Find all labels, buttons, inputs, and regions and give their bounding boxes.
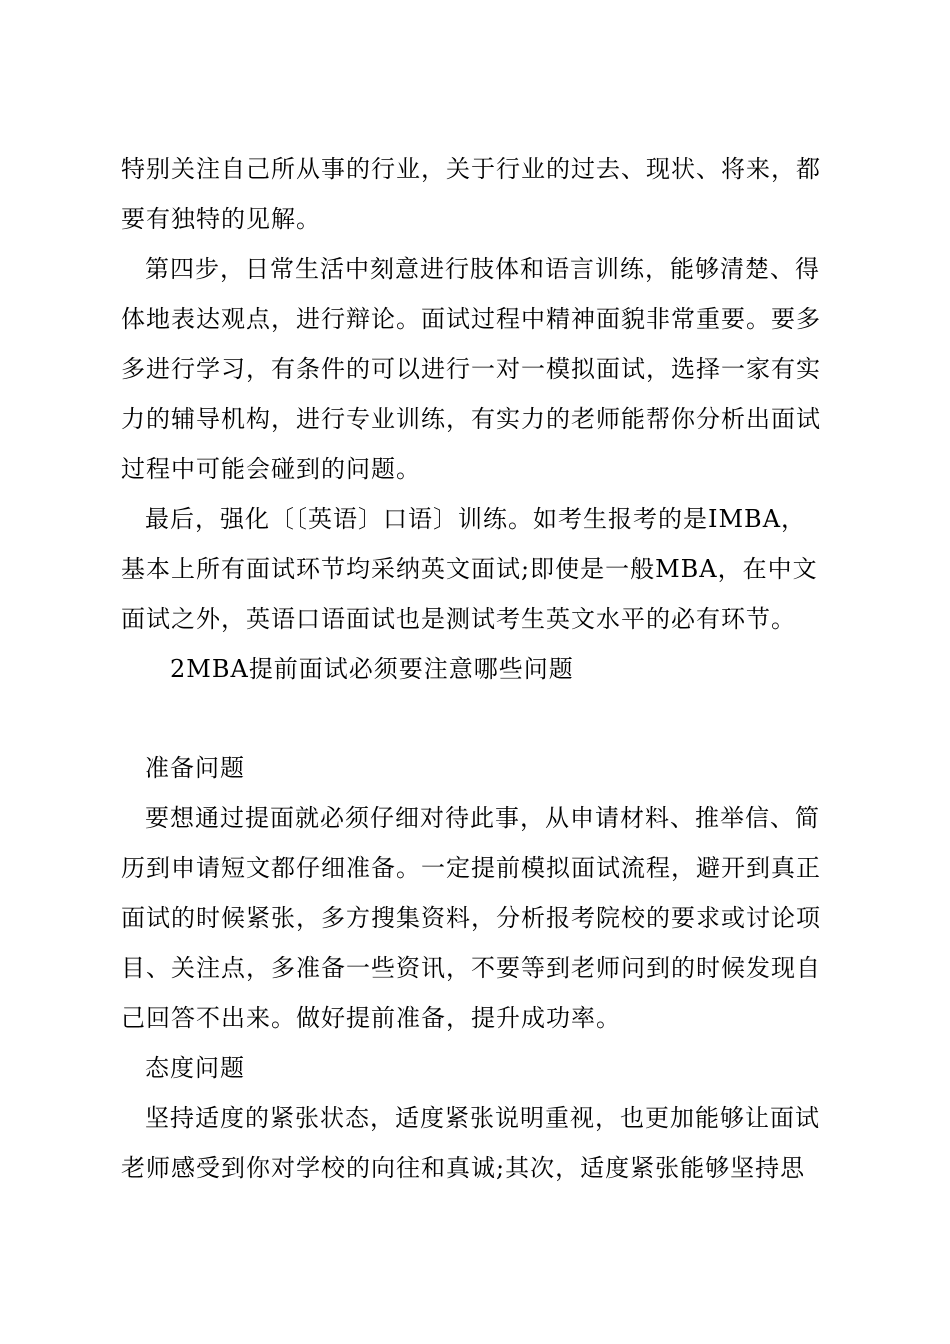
paragraph-line: 最后，强化〔〔英语〕口语〕训练。如考生报考的是IMBA， [145,505,807,533]
section-heading: 2MBA提前面试必须要注意哪些问题 [170,655,574,683]
paragraph-line: 己回答不出来。做好提前准备，提升成功率。 [121,1004,621,1032]
paragraph-line: 面试之外，英语口语面试也是测试考生英文水平的必有环节。 [121,605,796,633]
subheading: 准备问题 [145,754,245,782]
paragraph-line: 体地表达观点，进行辩论。面试过程中精神面貌非常重要。要多 [121,305,821,333]
paragraph-line: 历到申请短文都仔细准备。一定提前模拟面试流程，避开到真正 [121,854,821,882]
paragraph-line: 面试的时候紧张，多方搜集资料，分析报考院校的要求或讨论项 [121,904,821,932]
paragraph-line: 坚持适度的紧张状态，适度紧张说明重视，也更加能够让面试 [145,1104,820,1132]
paragraph-line: 特别关注自己所从事的行业，关于行业的过去、现状、将来，都 [121,155,821,183]
paragraph-line: 要想通过提面就必须仔细对待此事，从申请材料、推举信、简 [145,804,820,832]
paragraph-line: 第四步，日常生活中刻意进行肢体和语言训练，能够清楚、得 [145,255,820,283]
paragraph-line: 多进行学习，有条件的可以进行一对一模拟面试，选择一家有实 [121,355,821,383]
paragraph-line: 老师感受到你对学校的向往和真诚;其次，适度紧张能够坚持思 [121,1154,806,1182]
paragraph-line: 力的辅导机构，进行专业训练，有实力的老师能帮你分析出面试 [121,405,821,433]
paragraph-line: 基本上所有面试环节均采纳英文面试;即使是一般MBA，在中文 [121,555,818,583]
subheading: 态度问题 [145,1054,245,1082]
paragraph-line: 目、关注点，多准备一些资讯，不要等到老师问到的时候发现自 [121,954,821,982]
paragraph-line: 要有独特的见解。 [121,205,321,233]
paragraph-line: 过程中可能会碰到的问题。 [121,455,421,483]
